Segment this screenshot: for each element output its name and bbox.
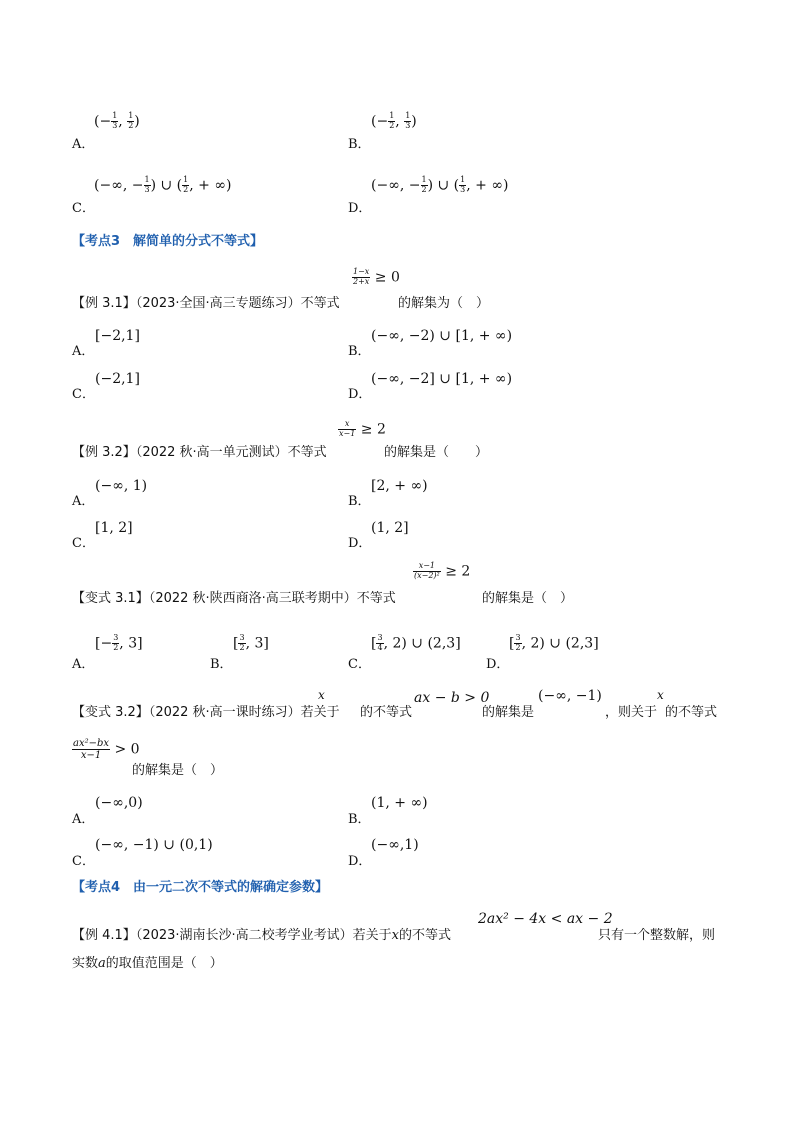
ex31-option-b-value: (−∞, −2) ∪ [1, + ∞) [371, 328, 513, 344]
var31-option-c-n: 3 [377, 633, 383, 642]
ex32-option-b-label: B． [348, 494, 371, 509]
variant-3-2-mid4: 的不等式 [665, 705, 718, 720]
option-c-n1: 1 [144, 175, 150, 184]
option-c-pre: (−∞, − [94, 177, 144, 194]
var31-option-b-post: , 3] [245, 635, 269, 652]
ex32-option-d-label: D． [348, 536, 372, 551]
option-c-d1: 3 [144, 184, 150, 194]
variant-3-2-numerator: ax²−bx [73, 738, 110, 749]
option-b-label: B． [348, 137, 371, 152]
variant-3-1-stem [72, 587, 396, 606]
variant-3-1-source: （2022 秋·陕西商洛·高三联考期中）不等式 [148, 591, 396, 606]
var31-option-c-label: C． [348, 657, 371, 672]
option-b-n2: 1 [405, 111, 411, 120]
ex32-option-c-label: C． [72, 536, 95, 551]
var31-option-b-label: B． [210, 657, 233, 672]
var32-option-b-value: (1, + ∞) [371, 795, 428, 811]
example-4-1-tail: 只有一个整数解，则 [598, 928, 716, 943]
var31-option-a-value [95, 634, 143, 653]
ex31-option-a-value: [−2,1] [95, 328, 140, 344]
example-3-1-relation: ≥ 0 [370, 269, 400, 286]
example-4-1-line2a: 实数 [72, 956, 99, 971]
option-a-n2: 1 [128, 111, 134, 120]
example-4-1-inequality: 2ax² − 4x < ax − 2 [478, 911, 613, 927]
ex31-option-b-label: B． [348, 344, 371, 359]
variant-3-2-ineq: ax − b > 0 [414, 690, 490, 706]
option-d-n2: 1 [460, 175, 466, 184]
ex32-option-b-value: [2, + ∞) [371, 478, 428, 494]
example-4-1-line2b: 的取值范围是（ ） [105, 956, 223, 971]
variant-3-2-mid1: 的不等式 [360, 705, 413, 720]
ex32-option-a-value: (−∞, 1) [95, 478, 148, 494]
option-a-post: ) [134, 113, 140, 130]
var31-option-b-n: 3 [239, 633, 245, 642]
variant-3-2-set: (−∞, −1) [538, 688, 602, 704]
option-a-label: A． [72, 137, 95, 152]
option-c-mid: ) ∪ ( [150, 177, 183, 194]
var32-option-a-label: A． [72, 812, 95, 827]
variant-3-2-source: （2022 秋·高一课时练习）若关于 [148, 705, 340, 720]
variant-3-1-relation: ≥ 2 [440, 563, 471, 580]
option-b-value [371, 112, 417, 131]
option-a-pre: (− [94, 113, 112, 130]
option-c-post: , + ∞) [189, 177, 232, 194]
var31-option-d-post: , 2) ∪ (2,3] [521, 635, 599, 652]
example-4-1-source: （2023·湖南长沙·高二校考学业考试）若关于 [135, 928, 392, 943]
option-a-d1: 3 [112, 120, 118, 130]
var31-option-a-d: 2 [113, 642, 119, 652]
var32-option-d-value: (−∞,1) [371, 837, 419, 853]
option-b-d2: 3 [405, 120, 411, 130]
option-d-value [371, 176, 508, 195]
var32-option-b-label: B． [348, 812, 371, 827]
variant-3-2-tag: 【变式 3.2】 [72, 705, 149, 720]
example-3-2-stem [72, 441, 327, 460]
example-3-2-numerator: x [338, 420, 356, 430]
variant-3-1-numerator: x−1 [413, 562, 441, 572]
example-4-1-line2 [72, 952, 223, 971]
example-3-1-stem [72, 292, 340, 311]
example-3-2-tag: 【例 3.2】 [72, 445, 136, 460]
variant-3-2-stem [72, 701, 340, 720]
example-4-1-stem [72, 924, 451, 943]
var31-option-c-post: , 2) ∪ (2,3] [383, 635, 461, 652]
example-4-1-mid: 的不等式 [399, 928, 452, 943]
variant-3-1-tail: 的解集是（ ） [482, 591, 574, 606]
variant-3-2-x2: x [657, 688, 664, 702]
option-d-post: , + ∞) [466, 177, 509, 194]
var31-option-d-value [509, 634, 599, 653]
example-3-2-inequality [338, 420, 386, 439]
variant-3-2-denominator: x−1 [80, 750, 102, 761]
variant-3-2-tail: 的解集是（ ） [132, 763, 224, 778]
var31-option-a-label: A． [72, 657, 95, 672]
option-c-n2: 1 [183, 175, 189, 184]
var31-option-b-d: 2 [239, 642, 245, 652]
ex31-option-c-label: C． [72, 387, 95, 402]
option-d-n1: 1 [421, 175, 427, 184]
var31-option-a-n: 3 [113, 633, 119, 642]
variant-3-2-inequality [72, 738, 140, 761]
option-b-pre: (− [371, 113, 389, 130]
var31-option-b-value [233, 634, 269, 653]
option-b-post: ) [411, 113, 417, 130]
example-3-2-relation: ≥ 2 [356, 421, 386, 438]
var31-option-a-post: , 3] [119, 635, 143, 652]
var31-option-c-d: 4 [377, 642, 383, 652]
variant-3-2-mid3: ，则关于 [605, 705, 658, 720]
option-a-value [94, 112, 140, 131]
option-b-d1: 2 [389, 120, 395, 130]
ex32-option-d-value: (1, 2] [371, 520, 409, 536]
option-d-pre: (−∞, − [371, 177, 421, 194]
example-4-1-x: x [391, 928, 400, 943]
ex31-option-d-value: (−∞, −2] ∪ [1, + ∞) [371, 371, 513, 387]
variant-3-2-x1: x [318, 688, 325, 702]
example-3-1-denominator: 2+x [353, 276, 370, 286]
example-3-1-numerator: 1−x [353, 267, 370, 276]
var31-option-d-n: 3 [515, 633, 521, 642]
option-b-mid: , [395, 113, 405, 130]
example-3-2-denominator: x−1 [339, 428, 356, 438]
example-3-1-tail: 的解集为（ ） [398, 296, 490, 311]
option-d-d1: 2 [421, 184, 427, 194]
example-4-1-tag: 【例 4.1】 [72, 928, 136, 943]
ex31-option-d-label: D． [348, 387, 372, 402]
option-a-mid: , [118, 113, 128, 130]
ex31-option-a-label: A． [72, 344, 95, 359]
option-a-n1: 1 [112, 111, 118, 120]
variant-3-1-tag: 【变式 3.1】 [72, 591, 149, 606]
ex32-option-a-label: A． [72, 494, 95, 509]
option-d-mid: ) ∪ ( [427, 177, 460, 194]
ex31-option-c-value: (−2,1] [95, 371, 140, 387]
example-3-1-source: （2023·全国·高三专题练习）不等式 [135, 296, 340, 311]
example-3-1-inequality [352, 268, 400, 287]
section-heading-3: 【考点3 解简单的分式不等式】 [72, 234, 264, 249]
var32-option-c-label: C． [72, 854, 95, 869]
var31-option-b-pre: [ [233, 635, 239, 652]
option-c-d2: 2 [183, 184, 189, 194]
var31-option-d-pre: [ [509, 635, 515, 652]
section-heading-4: 【考点4 由一元二次不等式的解确定参数】 [72, 880, 329, 895]
variant-3-1-denominator: (x−2)² [414, 570, 440, 580]
var32-option-d-label: D． [348, 854, 372, 869]
var31-option-c-value [371, 634, 461, 653]
variant-3-2-mid2: 的解集是 [482, 705, 535, 720]
option-c-value [94, 176, 231, 195]
var31-option-c-pre: [ [371, 635, 377, 652]
option-c-label: C． [72, 201, 95, 216]
var31-option-d-d: 2 [515, 642, 521, 652]
var32-option-a-value: (−∞,0) [95, 795, 143, 811]
var31-option-a-pre: [− [95, 635, 113, 652]
option-a-d2: 2 [128, 120, 134, 130]
option-d-label: D． [348, 201, 372, 216]
example-3-1-tag: 【例 3.1】 [72, 296, 136, 311]
example-3-2-source: （2022 秋·高一单元测试）不等式 [135, 445, 327, 460]
var31-option-d-label: D． [486, 657, 510, 672]
var32-option-c-value: (−∞, −1) ∪ (0,1) [95, 837, 213, 853]
example-4-1-a: a [98, 956, 106, 971]
option-d-d2: 3 [460, 184, 466, 194]
variant-3-1-inequality [413, 562, 470, 581]
option-b-n1: 1 [389, 111, 395, 120]
ex32-option-c-value: [1, 2] [95, 520, 133, 536]
example-3-2-tail: 的解集是（ ） [384, 445, 489, 460]
variant-3-2-relation: > 0 [110, 741, 140, 758]
